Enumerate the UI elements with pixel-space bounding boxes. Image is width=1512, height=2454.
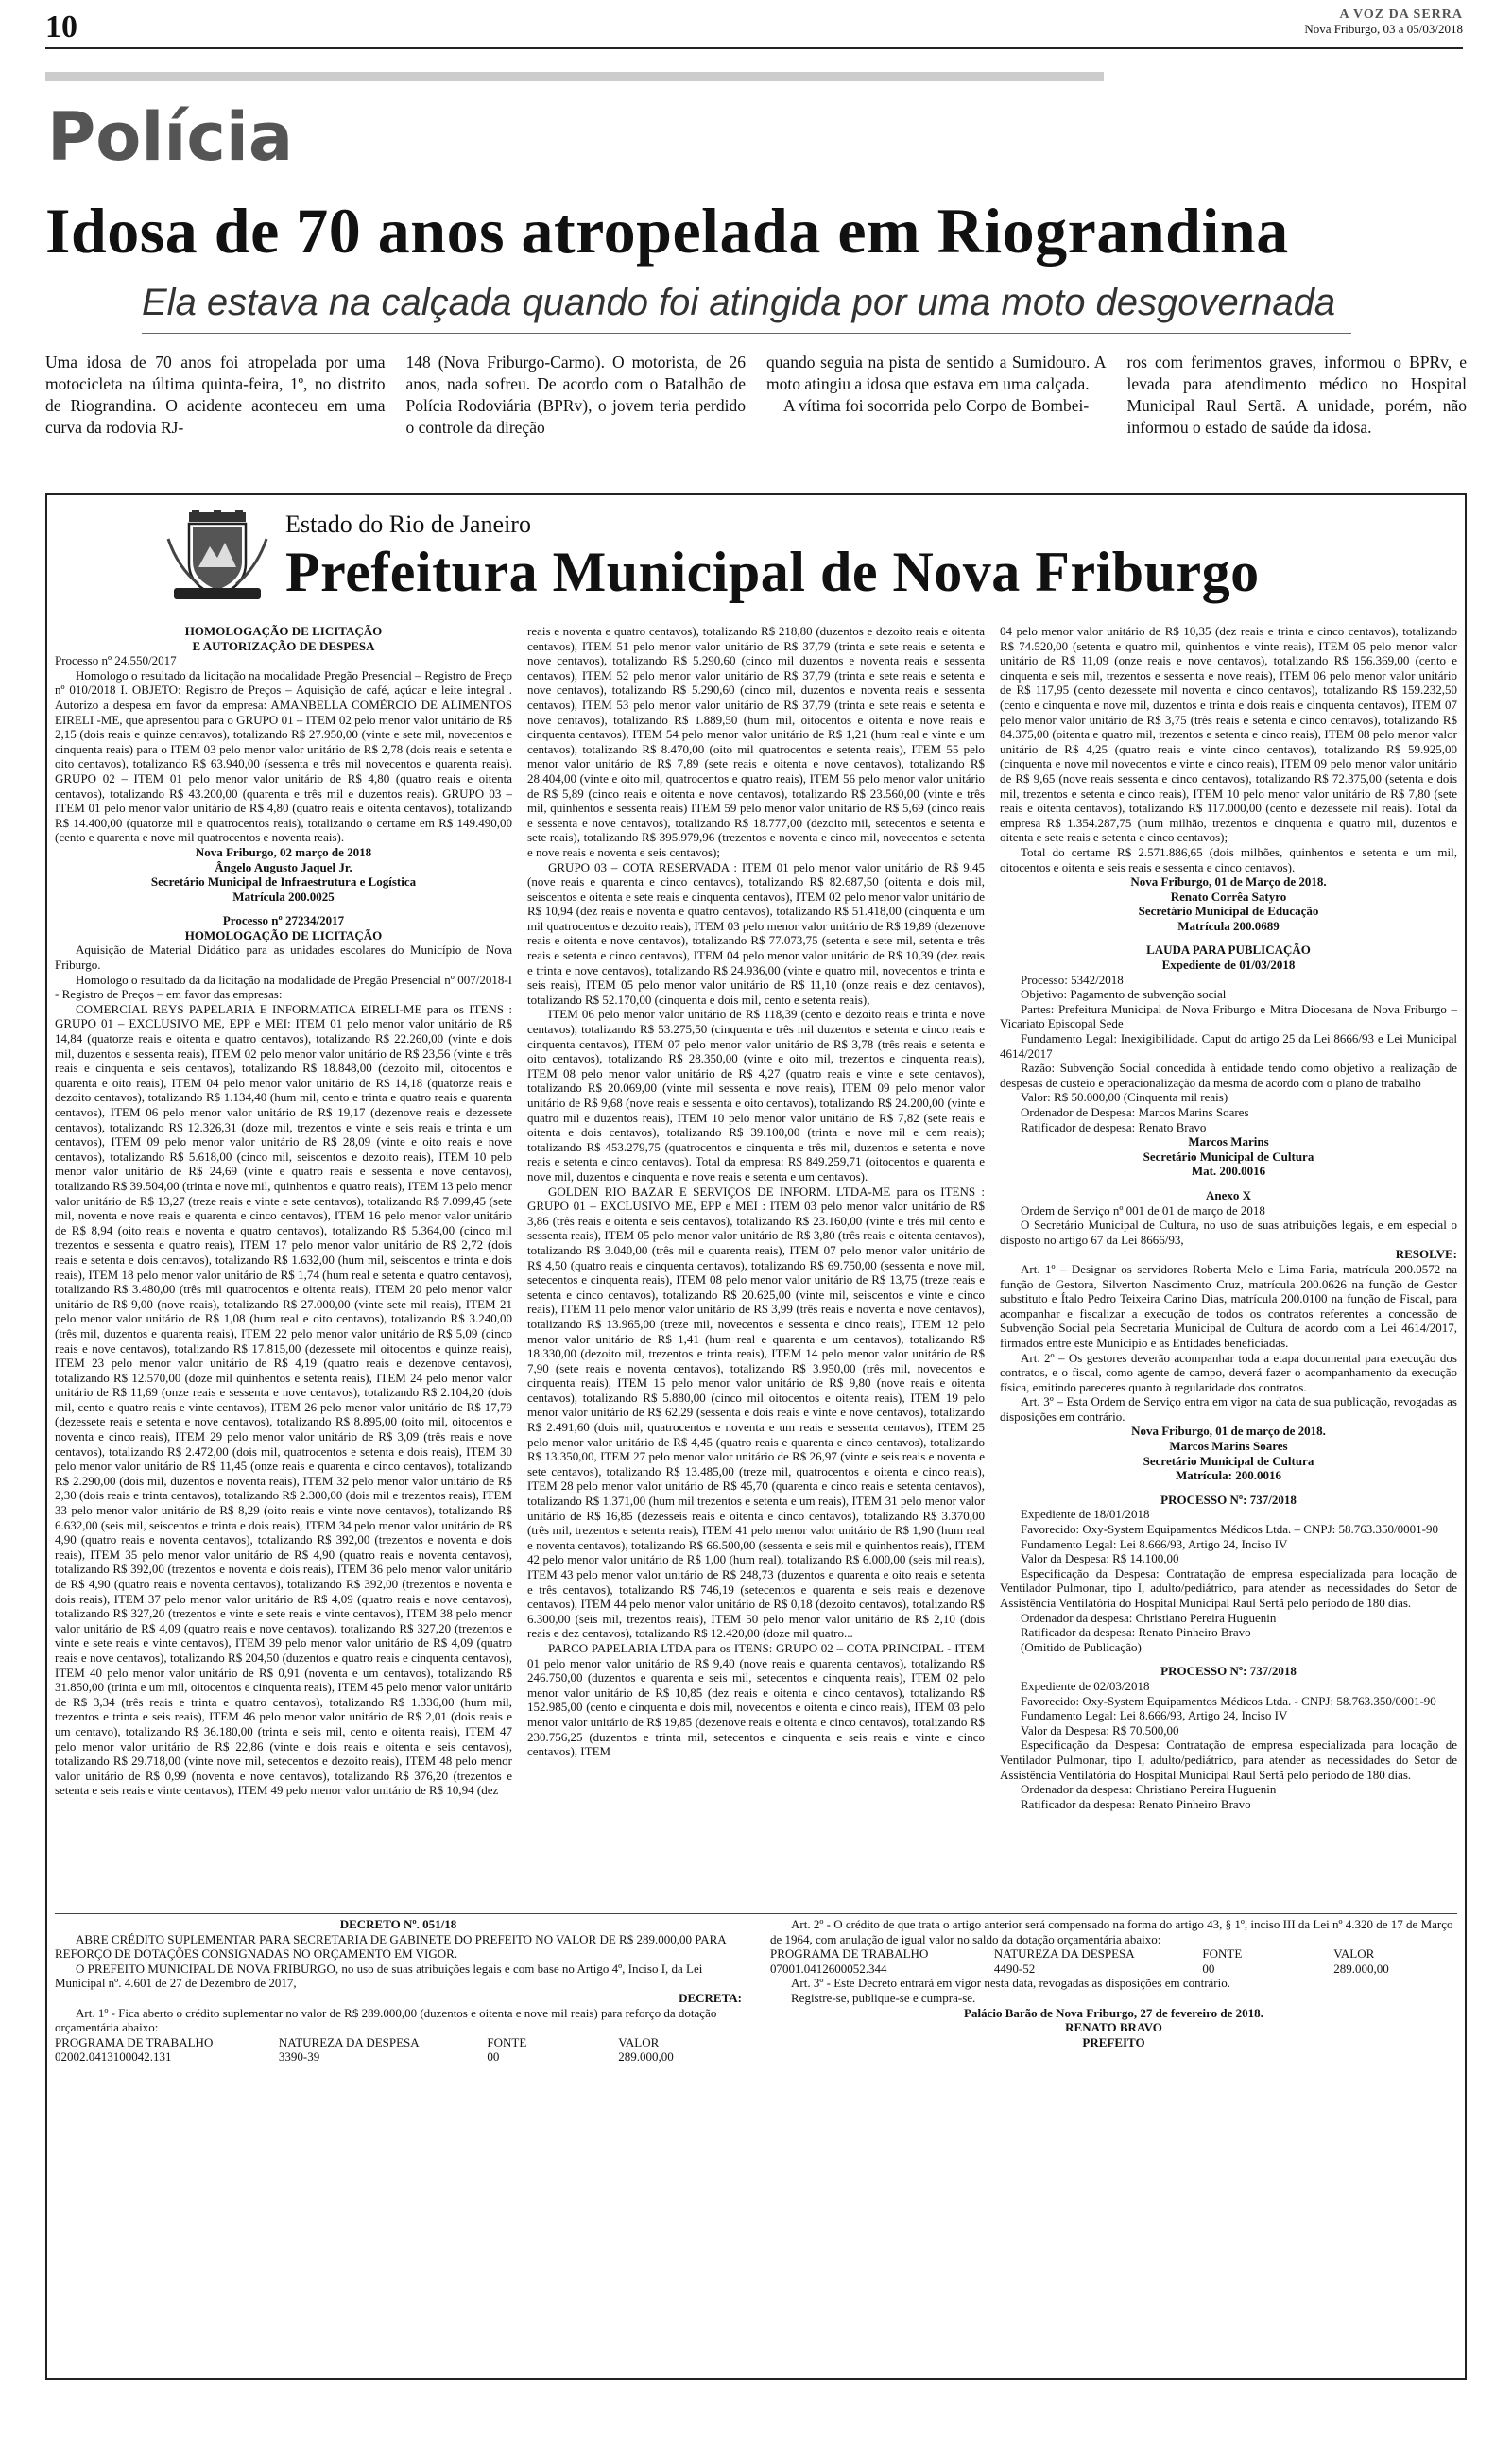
notice-paragraph: ITEM 06 pelo menor valor unitário de R$ 118,39 (cento e dezoito reais e trinta e nove centavos), totalizando R$ 53.275,50 (cinquenta e três mil duzentos e setenta e cinco reais e cinquenta centavos), ITEM 07 pelo menor valor unitário de R$ 3,78 (três reais e setenta e oito centavos), totalizando R$ 28.350,00 (vinte e oito mil, trezentos e cinquenta reais), ITEM 08 pelo menor valor unitário de R$ 4,27 (quatro reais e vinte e sete centavos), totalizando R$ 20.069,00 (vinte mil sessenta e nove reais), ITEM 09 pelo menor valor unitário de R$ 9,68 (nove reais e sessenta e oito centavos), totalizando R$ 24.200,00 (vinte e quatro mil e duzentos reais), ITEM 10 pelo menor valor unitário de R$ 7,82 (sete reais e oitenta e dois centavos), totalizando R$ 39.100,00 (trinta e nove mil e cem reais); totalizando R$ 453.279,75 (quatrocentos e cinquenta e três mil, duzentos e setenta e nove reais e setenta e cinco centavos). Total da empresa: R$ 849.259,71 (oitocentos e quarenta e nove mil, duzentos e cinquenta e nove reais e setenta e um centavos). — [527, 1007, 985, 1184]
notice-paragraph: O Secretário Municipal de Cultura, no uso de suas atribuições legais, e em especial o disposto no artigo 67 da Lei 8666/93, — [1000, 1218, 1457, 1247]
headline: Idosa de 70 anos atropelada em Riograndina — [45, 195, 1289, 267]
decreto-title: DECRETO Nº. 051/18 — [339, 1917, 457, 1931]
notice-paragraph: Ordenador da despesa: Christiano Pereira Huguenin — [1021, 1610, 1277, 1625]
notice-paragraph: 04 pelo menor valor unitário de R$ 10,35 (dez reais e trinta e cinco centavos), totalizando R$ 74.520,00 (setenta e quatro mil, quinhentos e vinte reais), ITEM 05 pelo menor valor unitário de R$ 11,09 (onze reais e nove centavos), totalizando R$ 156.369,00 (cento e cinquenta e seis mil, trezentos e sessenta e nove reais), ITEM 06 pelo menor valor unitário de R$ 117,95 (cento dezessete mil noventa e cinco centavos), totalizando R$ 159.232,50 (cento e cinquenta e nove mil, duzentos e trinta e dois reais e cinquenta centavos), ITEM 07 pelo menor valor unitário de R$ 3,75 (três reais e setenta e cinco centavos), totalizando R$ 84.375,00 (oitenta e quatro mil, trezentos e setenta e cinco reais), ITEM 08 pelo menor valor unitário de R$ 4,25 (quatro reais e vinte cinco centavos), totalizando R$ 59.925,00 (cinquenta e nove mil novecentos e vinte e cinco reais), ITEM 09 pelo menor valor unitário de R$ 9,65 (nove reais sessenta e cinco centavos), totalizando R$ 72.375,00 (setenta e dois mil, trezentos e setenta e cinco reais), ITEM 10 pelo menor valor unitário de R$ 7,80 (sete reais e oitenta centavos), totalizando R$ 117.000,00 (cento e dezessete mil reais). Total da empresa R$ 1.354.287,75 (hum milhão, trezentos e cinquenta e quatro mil, duzentos e oitenta e sete reais e setenta e cinco centavos); — [1000, 624, 1457, 845]
publication-name: A VOZ DA SERRA — [1339, 8, 1463, 22]
notice-paragraph: Especificação da Despesa: Contratação de empresa especializada para locação de Ventilador Pulmonar, tipo I, adulto/pediátrico, para atender as necessidades do Setor de Assistência Ventilatória do Hospital Municipal Raul Sertã pelo período de 180 dias. — [1000, 1737, 1457, 1782]
notice-spacer — [55, 904, 512, 913]
decreto-signer: RENATO BRAVO — [1065, 2020, 1162, 2035]
notice-heading: Nova Friburgo, 01 de Março de 2018. — [1130, 874, 1327, 890]
notice-paragraph: Partes: Prefeitura Municipal de Nova Friburgo e Mitra Diocesana de Nova Friburgo – Vicariato Episcopal Sede — [1000, 1001, 1457, 1031]
decreto-table-header-2: PROGRAMA DE TRABALHO NATUREZA DA DESPESA FONTE VALOR — [770, 1946, 1375, 1961]
notice-heading: Processo nº 27234/2017 — [222, 913, 345, 928]
notice-heading: Anexo X — [1205, 1187, 1252, 1202]
decreto-art1: Art. 1º - Fica aberto o crédito suplementar no valor de R$ 289.000,00 (duzentos e oitenta e nove mil reais) para reforço da dotação orçamentária abaixo: — [55, 2005, 717, 2035]
notice-heading: Mat. 200.0016 — [1191, 1164, 1266, 1179]
decreto-column-2 — [770, 1917, 1457, 2065]
decreto-decreta: DECRETA: — [679, 1990, 742, 2005]
notice-heading: Secretário Municipal de Cultura — [1143, 1453, 1314, 1468]
top-rule — [45, 47, 1463, 49]
notice-heading: Matrícula 200.0025 — [232, 889, 335, 904]
section-title: Polícia — [47, 98, 294, 176]
decreto-art2: Art. 2º - O crédito de que trata o artigo anterior será compensado na forma do artigo 43, § 1º, inciso III da Lei nº 4.320 de 17 de Março de 1964, com anulação de igual valor no saldo da dotação orçamentária abaixo: — [770, 1917, 1453, 1946]
article-body — [45, 352, 1467, 439]
notice-paragraph: Total do certame R$ 2.571.886,65 (dois milhões, quinhentos e setenta e um mil, oitocentos e oitenta e seis reais e sessenta e cinco centavos). — [1000, 844, 1457, 874]
date-line: Nova Friburgo, 03 a 05/03/2018 — [1304, 22, 1463, 36]
notice-paragraph: Valor da Despesa: R$ 14.100,00 — [1021, 1551, 1179, 1566]
decreto-ementa: ABRE CRÉDITO SUPLEMENTAR PARA SECRETARIA DE GABINETE DO PREFEITO NO VALOR DE R$ 289.000,00 PARA REFORÇO DE DOTAÇÕES CONSIGNADAS NO ORÇAMENTO EM VIGOR. — [55, 1931, 726, 1961]
decreto-column-1 — [55, 1917, 742, 2065]
ad-title: Prefeitura Municipal de Nova Friburgo — [285, 541, 1260, 603]
notice-spacer — [1000, 1483, 1457, 1493]
notice-paragraph: GOLDEN RIO BAZAR E SERVIÇOS DE INFORM. LTDA-ME para os ITENS : GRUPO 01 – EXCLUSIVO ME, EPP e MEI : ITEM 03 pelo menor valor unitário de R$ 3,86 (três reais e oitenta e seis centavos), totalizando R$ 23.160,00 (vinte e três mil cento e sessenta reais), ITEM 05 pelo menor valor unitário de R$ 3,80 (três reais e oitenta centavos), totalizando R$ 3.040,00 (três mil e quarenta reais), ITEM 07 pelo menor valor unitário de R$ 4,50 (quatro reais e cinquenta centavos), totalizando R$ 69.750,00 (sessenta e nove mil, setecentos e cinquenta reais), ITEM 08 pelo menor valor unitário de R$ 13,75 (treze reais e setenta e cinco centavos), totalizando R$ 20.625,00 (vinte mil, seiscentos e vinte e cinco reais), ITEM 11 pelo menor valor unitário de R$ 3,99 (três reais e noventa e nove centavos), totalizando R$ 13.965,00 (treze mil, novecentos e sessenta e cinco reais), ITEM 12 pelo menor valor unitário de R$ 1,41 (hum real e quarenta e um centavos), totalizando R$ 18.330,00 (dezoito mil, trezentos e trinta reais), ITEM 14 pelo menor valor unitário de R$ 7,90 (sete reais e noventa centavos), totalizando R$ 3.950,00 (três mil, novecentos e cinquenta reais), ITEM 15 pelo menor valor unitário de R$ 9,80 (nove reais e oitenta centavos), totalizando R$ 5.880,00 (cinco mil oitocentos e oitenta reais), ITEM 19 pelo menor valor unitário de R$ 62,29 (sessenta e dois reais e vinte e nove centavos), totalizando R$ 2.491,60 (dois mil, quatrocentos e noventa e um reais e sessenta centavos), ITEM 25 pelo menor valor unitário de R$ 4,45 (quatro reais e quarenta e cinco centavos), totalizando R$ 13.350,00, ITEM 27 pelo menor valor unitário de R$ 26,97 (vinte e seis reais e noventa e sete centavos), totalizando R$ 13.485,00 (treze mil, quatrocentos e oitenta e cinco reais), ITEM 28 pelo menor valor unitário de R$ 45,70 (quarenta e cinco reais e setenta centavos), totalizando R$ 1.371,00 (hum mil trezentos e setenta e um reais), ITEM 31 pelo menor valor unitário de R$ 16,85 (dezesseis reais e oitenta e cinco centavos), totalizando R$ 3.370,00 (três mil, trezentos e setenta reais), ITEM 41 pelo menor valor unitário de R$ 1,90 (hum real e noventa centavos), totalizando R$ 66.500,00 (sessenta e seis mil e quinhentos reais), ITEM 42 pelo menor valor unitário de R$ 1,00 (hum real), totalizando R$ 6.000,00 (seis mil reais), ITEM 43 pelo menor valor unitário de R$ 248,73 (duzentos e quarenta e oito reais e setenta e três centavos), totalizando R$ 746,19 (setecentos e quarenta e seis reais e dezenove centavos), ITEM 44 pelo menor valor unitário de R$ 0,18 (dezoito centavos), totalizando R$ 6.300,00 (seis mil, trezentos reais), ITEM 50 pelo menor valor unitário de R$ 2,10 (dois reais e dez centavos), totalizando R$ 12.420,00 (doze mil quatro... — [527, 1184, 985, 1641]
notice-paragraph: Expediente de 18/01/2018 — [1021, 1507, 1150, 1522]
notice-paragraph: (Omitido de Publicação) — [1021, 1639, 1142, 1654]
notice-paragraph: Fundamento Legal: Inexigibilidade. Caput do artigo 25 da Lei 8666/93 e Lei Municipal 4614/2017 — [1000, 1031, 1457, 1061]
notice-paragraph: Processo: 5342/2018 — [1021, 972, 1124, 987]
notice-heading: Marcos Marins — [1188, 1134, 1269, 1149]
decreto-table-row: 02002.0413100042.131 3390-39 00 289.000,00 — [55, 2049, 674, 2065]
notice-paragraph: reais e noventa e quatro centavos), totalizando R$ 218,80 (duzentos e dezoito reais e oitenta centavos), ITEM 51 pelo menor valor unitário de R$ 37,79 (trinta e sete reais e setenta e nove centavos), totalizando R$ 5.290,60 (cinco mil duzentos e noventa reais e sessenta centavos), ITEM 52 pelo menor valor unitário de R$ 37,79 (trinta e sete reais e setenta e nove centavos), totalizando R$ 5.290,60 (cinco mil, duzentos e noventa reais e sessenta centavos), ITEM 53 pelo menor valor unitário de R$ 37,79 (trinta e sete reais e setenta e nove centavos), totalizando R$ 1.889,50 (hum mil, oitocentos e oitenta e nove reais e cinquenta centavos), ITEM 54 pelo menor valor unitário de R$ 1,21 (hum real e vinte e um centavos), totalizando R$ 8.470,00 (oito mil quatrocentos e setenta reais), ITEM 55 pelo menor valor unitário de R$ 7,89 (sete reais e oitenta e nove centavos), totalizando R$ 28.404,00 (vinte e oito mil, quatrocentos e quatro reais), ITEM 56 pelo menor valor unitário de R$ 5,89 (cinco reais e oitenta e nove centavos), totalizando R$ 23.560,00 (vinte e três mil, quinhentos e sessenta reais) ITEM 59 pelo menor valor unitário de R$ 5,69 (cinco reais e sessenta e nove centavos), totalizando R$ 18.777,00 (dezoito mil, setecentos e setenta e sete reais), totalizando R$ 395.979,96 (trezentos e noventa e cinco mil, novecentos e setenta e nove reais e noventa e seis centavos); — [527, 624, 985, 859]
notice-spacer — [1000, 1179, 1457, 1188]
article-column-4: ros com ferimentos graves, informou o BPRv, e levada para atendimento médico no Hospital Municipal Raul Sertã. A unidade, porém, não informou o estado de saúde da idosa. — [1126, 353, 1467, 437]
notice-heading: Ângelo Augusto Jaquel Jr. — [215, 859, 352, 874]
notice-spacer — [1000, 1654, 1457, 1664]
decreto-art3: Art. 3º - Este Decreto entrará em vigor nesta data, revogadas as disposições em contrário. — [791, 1976, 1230, 1991]
notice-heading: HOMOLOGAÇÃO DE LICITAÇÃO — [184, 927, 383, 942]
article-column-3: quando seguia na pista de sentido a Sumidouro. A moto atingiu a idosa que estava em uma calçada. A vítima foi socorrida pelo Corpo de Bombei- — [766, 353, 1107, 415]
coat-of-arms-icon — [161, 510, 274, 605]
article-column-1: Uma idosa de 70 anos foi atropelada por uma motocicleta na última quinta-feira, 1º, no distrito de Riograndina. O acidente aconteceu em uma curva da rodovia RJ- — [45, 353, 386, 437]
decreto-preamble: O PREFEITO MUNICIPAL DE NOVA FRIBURGO, no uso de suas atribuições legais e com base no Artigo 4º, Inciso I, da Lei Municipal nº. 4.601 de 27 de Dezembro de 2017, — [55, 1961, 703, 1991]
ad-column-3 — [1000, 624, 1457, 1868]
notice-heading: Nova Friburgo, 02 março de 2018 — [195, 844, 372, 859]
notice-heading: Expediente de 01/03/2018 — [1161, 958, 1296, 973]
notice-heading: Secretário Municipal de Infraestrutura e Logística — [150, 874, 417, 890]
masthead — [1304, 8, 1463, 36]
notice-paragraph: Fundamento Legal: Lei 8.666/93, Artigo 24, Inciso IV — [1021, 1536, 1288, 1551]
notice-heading: Matrícula: 200.0016 — [1176, 1468, 1281, 1483]
ad-column-2 — [527, 624, 985, 1868]
decreto-place: Palácio Barão de Nova Friburgo, 27 de fevereiro de 2018. — [964, 2005, 1263, 2020]
subhead-rule — [142, 333, 1351, 334]
notice-heading: Secretário Municipal de Cultura — [1143, 1149, 1314, 1164]
notice-paragraph: Ordenador da despesa: Christiano Pereira Huguenin — [1021, 1782, 1277, 1797]
notice-heading: PROCESSO Nº: 737/2018 — [1160, 1492, 1297, 1507]
notice-paragraph: Especificação da Despesa: Contratação de empresa especializada para locação de Ventilador Pulmonar, tipo I, adulto/pediátrico, para atender as necessidades do Setor de Assistência Ventilatória do Hospital Municipal Raul Sertã pelo período de 180 dias. — [1000, 1565, 1457, 1610]
notice-paragraph: Ratificador da despesa: Renato Pinheiro Bravo — [1021, 1796, 1251, 1811]
notice-paragraph: Objetivo: Pagamento de subvenção social — [1021, 987, 1227, 1002]
notice-heading: LAUDA PARA PUBLICAÇÃO — [1146, 942, 1311, 958]
notice-paragraph: GRUPO 03 – COTA RESERVADA : ITEM 01 pelo menor valor unitário de R$ 9,45 (nove reais e quarenta e cinco centavos), totalizando R$ 82.687,50 (oitenta e dois mil, seiscentos e oitenta e sete reais e cinquenta centavos), ITEM 02 pelo menor valor unitário de R$ 10,94 (dez reais e noventa e quatro centavos), totalizando R$ 51.418,00 (cinquenta e um mil quatrocentos e dezoito reais), ITEM 03 pelo menor valor unitário de R$ 19,89 (dezenove reais e oitenta e nove centavos), totalizando R$ 77.073,75 (setenta e sete mil, setenta e três reais e setenta e cinco centavos), ITEM 04 pelo menor valor unitário de R$ 10,39 (dez reais e trinta e nove centavos), totalizando R$ 24.936,00 (vinte e quatro mil, novecentos e trinta e seis reais), ITEM 05 pelo menor valor unitário de R$ 11,10 (onze reais e dez centavos), totalizando R$ 52.170,00 (cinquenta e dois mil, cento e setenta reais), — [527, 859, 985, 1007]
notice-paragraph: Ordenador de Despesa: Marcos Marins Soares — [1021, 1105, 1249, 1119]
section-bar — [45, 72, 1104, 81]
notice-heading: Marcos Marins Soares — [1169, 1439, 1288, 1454]
notice-paragraph: Favorecido: Oxy-System Equipamentos Médicos Ltda. - CNPJ: 58.763.350/0001-90 — [1021, 1693, 1436, 1708]
ad-kicker: Estado do Rio de Janeiro — [285, 510, 531, 538]
decreto-block — [55, 1917, 1457, 2065]
notice-paragraph: Expediente de 02/03/2018 — [1021, 1678, 1150, 1693]
notice-heading: Matrícula 200.0689 — [1177, 918, 1280, 933]
decreto-signer-title: PREFEITO — [1082, 2034, 1145, 2049]
notice-heading: PROCESSO Nº: 737/2018 — [1160, 1664, 1297, 1679]
notice-paragraph: Art. 3º – Esta Ordem de Serviço entra em vigor na data de sua publicação, revogadas as disposições em contrário. — [1000, 1394, 1457, 1424]
notice-paragraph: Aquisição de Material Didático para as unidades escolares do Município de Nova Friburgo. — [55, 942, 512, 973]
notice-heading: HOMOLOGAÇÃO DE LICITAÇÃO — [184, 624, 383, 638]
notice-heading: Renato Corrêa Satyro — [1170, 889, 1287, 904]
ad-column-1 — [55, 624, 512, 1868]
notice-spacer — [1000, 933, 1457, 942]
notice-paragraph: Art. 1º – Designar os servidores Roberta Melo e Lima Faria, matrícula 200.0572 na função de Gestora, Silverton Nascimento Cruz, matrícula 200.0626 na função de Gestor substituto e Ítalo Pedro Teixeira Carino Dias, matrícula 200.0100 na função de Fiscal, para acompanhar e fiscalizar a execução de todos os contratos referentes a concessão de Subvenção Social pela Secretaria Municipal de Cultura de acordo com a Lei 4614/2017, firmados entre este Município e as Entidades beneficiadas. — [1000, 1261, 1457, 1350]
page-number: 10 — [45, 9, 77, 44]
notice-heading: Secretário Municipal de Educação — [1138, 904, 1319, 919]
notice-paragraph: Valor: R$ 50.000,00 (Cinquenta mil reais) — [1021, 1090, 1228, 1105]
notice-paragraph: Art. 2º – Os gestores deverão acompanhar toda a etapa documental para execução dos contratos, e o fiscal, como agente de campo, deverá fazer o acompanhamento da execução física, emitindo pareceres quanto à regularidade dos contratos. — [1000, 1350, 1457, 1394]
notice-paragraph: Ratificador da despesa: Renato Pinheiro Bravo — [1021, 1625, 1251, 1640]
notice-paragraph: Valor da Despesa: R$ 70.500,00 — [1021, 1722, 1179, 1737]
notice-paragraph: RESOLVE: — [1395, 1247, 1457, 1262]
notice-paragraph: Fundamento Legal: Lei 8.666/93, Artigo 24, Inciso IV — [1021, 1708, 1288, 1723]
notice-paragraph: PARCO PAPELARIA LTDA para os ITENS: GRUPO 02 – COTA PRINCIPAL - ITEM 01 pelo menor valor unitário de R$ 9,40 (nove reais e quarenta centavos), totalizando R$ 246.750,00 (duzentos e quarenta e seis mil, setecentos e cinquenta reais), ITEM 02 pelo menor valor unitário de R$ 10,85 (dez reais e oitenta e cinco centavos), totalizando R$ 152.985,00 (cento e cinquenta e dois mil, novecentos e oitenta e cinco reais), ITEM 03 pelo menor valor unitário de R$ 19,85 (dezenove reais e oitenta e cinco centavos), totalizando R$ 230.756,25 (duzentos e trinta mil, setecentos e cinquenta e seis reais e vinte e cinco centavos), ITEM — [527, 1640, 985, 1759]
decreto-closing: Registre-se, publique-se e cumpra-se. — [791, 1990, 976, 2005]
notice-paragraph: Favorecido: Oxy-System Equipamentos Médicos Ltda. – CNPJ: 58.763.350/0001-90 — [1021, 1522, 1438, 1537]
decreto-divider — [55, 1913, 1457, 1914]
notice-paragraph: Homologo o resultado da da licitação na modalidade de Pregão Presencial nº 007/2018-I - Registro de Preços – em favor das empresas: — [55, 972, 512, 1002]
decreto-table-header: PROGRAMA DE TRABALHO NATUREZA DA DESPESA FONTE VALOR — [55, 2034, 660, 2049]
notice-paragraph: COMERCIAL REYS PAPELARIA E INFORMATICA EIRELI-ME para os ITENS : GRUPO 01 – EXCLUSIVO ME, EPP e MEI: ITEM 01 pelo menor valor unitário de R$ 14,84 (quatorze reais e oitenta e quatro centavos), totalizando R$ 22.260,00 (vinte e dois mil, duzentos e sessenta reais), ITEM 02 pelo menor valor unitário de R$ 23,56 (vinte e três reais e cinquenta e seis centavos), totalizando R$ 18.848,00 (dezoito mil, oitocentos e quarenta e oito reais), ITEM 04 pelo menor valor unitário de R$ 14,18 (quatorze reais e dezoito centavos), totalizando R$ 1.134,40 (hum mil, cento e trinta e quatro reais e quarenta centavos), ITEM 06 pelo menor valor unitário de R$ 19,17 (dezenove reais e dezessete centavos), totalizando R$ 12.326,31 (doze mil, trezentos e vinte e seis reais e trinta e um centavos), ITEM 09 pelo menor valor unitário de R$ 28,09 (vinte e oito reais e nove centavos), totalizando R$ 5.618,00 (cinco mil, seiscentos e dezoito reais), ITEM 10 pelo menor valor unitário de R$ 24,69 (vinte e quatro reais e sessenta e nove centavos), totalizando R$ 39.504,00 (trinta e nove mil, quinhentos e quatro reais), ITEM 13 pelo menor valor unitário de R$ 13,27 (treze reais e vinte e sete centavos), totalizando R$ 7.099,45 (sete mil, noventa e nove reais e quarenta e cinco centavos), ITEM 16 pelo menor valor unitário de R$ 8,94 (oito reais e noventa e quatro centavos), totalizando R$ 5.364,00 (cinco mil trezentos e sessenta e quatro reais), ITEM 17 pelo menor valor unitário de R$ 2,72 (dois reais e setenta e dois centavos), totalizando R$ 1.632,00 (hum mil, seiscentos e trinta e dois reais), ITEM 18 pelo menor valor unitário de R$ 1,74 (hum real e setenta e quatro centavos), totalizando R$ 3.480,00 (três mil quatrocentos e oitenta reais), ITEM 20 pelo menor valor unitário de R$ 9,00 (nove reais), totalizando R$ 27.000,00 (vinte sete mil reais), ITEM 21 pelo menor valor unitário de R$ 1,08 (hum real e oito centavos), totalizando R$ 3.240,00 (três mil, duzentos e quarenta reais), ITEM 22 pelo menor valor unitário de R$ 5,09 (cinco reais e nove centavos), totalizando R$ 17.815,00 (dezessete mil oitocentos e quinze reais), ITEM 23 pelo menor valor unitário de R$ 4,19 (quatro reais e dezenove centavos), totalizando R$ 12.570,00 (doze mil quinhentos e setenta reais), ITEM 24 pelo menor valor unitário de R$ 11,69 (onze reais e sessenta e nove centavos), totalizando R$ 2.104,20 (dois mil, cento e quatro reais e vinte centavos), ITEM 26 pelo menor valor unitário de R$ 17,79 (dezessete reais e setenta e nove centavos), totalizando R$ 8.895,00 (oito mil, oitocentos e noventa e cinco reais), ITEM 29 pelo menor valor unitário de R$ 3,09 (três reais e nove centavos), totalizando R$ 2.472,00 (dois mil, quatrocentos e setenta e dois reais), ITEM 30 pelo menor valor unitário de R$ 11,45 (onze reais e quarenta e cinco centavos), totalizando R$ 2.290,00 (dois mil, duzentos e noventa reais), ITEM 32 pelo menor valor unitário de R$ 2,30 (dois reais e trinta centavos), totalizando R$ 2.300,00 (dois mil e trezentos reais), ITEM 33 pelo menor valor unitário de R$ 8,29 (oito reais e vinte nove centavos), totalizando R$ 6.632,00 (seis mil, seiscentos e trinta e dois reais), ITEM 34 pelo menor valor unitário de R$ 4,90 (quatro reais e noventa centavos), totalizando R$ 392,00 (trezentos e noventa e dois reais), ITEM 35 pelo menor valor unitário de R$ 4,90 (quatro reais e noventa centavos), totalizando R$ 392,00 (trezentos e noventa e dois reais), ITEM 36 pelo menor valor unitário de R$ 4,90 (quatro reais e noventa centavos), totalizando R$ 392,00 (trezentos e noventa e dois reais), ITEM 37 pelo menor valor unitário de R$ 4,09 (quatro reais e nove centavos), totalizando R$ 327,20 (trezentos e vinte e sete reais e vinte centavos), ITEM 38 pelo menor valor unitário de R$ 4,09 (quatro reais e nove centavos), totalizando R$ 327,20 (trezentos e vinte e sete reais e vinte centavos), ITEM 39 pelo menor valor unitário de R$ 4,09 (quatro reais e nove centavos), totalizando R$ 204,50 (duzentos e quatro reais e cinquenta centavos), ITEM 40 pelo menor valor unitário de R$ 0,91 (noventa e um centavos), totalizando R$ 31.850,00 (trinta e um mil, oitocentos e cinquenta reais), ITEM 45 pelo menor valor unitário de R$ 3,34 (três reais e trinta e quatro centavos), totalizando R$ 1.336,00 (hum mil, trezentos e trinta e seis reais), ITEM 46 pelo menor valor unitário de R$ 2,01 (dois reais e um centavo), totalizando R$ 36.180,00 (trinta e seis mil, cento e oitenta reais), ITEM 47 pelo menor valor unitário de R$ 22,86 (vinte e dois reais e oitenta e seis centavos), totalizando R$ 29.718,00 (vinte nove mil, setecentos e dezoito reais), ITEM 48 pelo menor valor unitário de R$ 0,99 (noventa e nove centavos), totalizando R$ 376,20 (trezentos e setenta e seis reais e vinte centavos), ITEM 49 pelo menor valor unitário de R$ 10,94 (dez — [55, 1001, 512, 1798]
ad-columns — [55, 624, 1457, 1868]
notice-paragraph: Razão: Subvenção Social concedida à entidade tendo como objetivo a realização de despesas de custeio e operacionalização da mesma de acordo com o plano de trabalho — [1000, 1061, 1457, 1090]
notice-paragraph: Processo nº 24.550/2017 — [55, 653, 177, 668]
notice-paragraph: Homologo o resultado da licitação na modalidade Pregão Presencial – Registro de Preço nº 010/2018 I. OBJETO: Registro de Preços – Aquisição de café, açúcar e leite integral . Autorizo a despesa em favor da empresa: AMANBELLA COMÉRCIO DE ALIMENTOS EIRELI -ME, que apresentou para o GRUPO 01 – ITEM 02 pelo menor valor unitário de R$ 2,15 (dois reais e quinze centavos), totalizando R$ 27.950,00 (vinte e sete mil, novecentos e cinquenta reais) para o ITEM 03 pelo menor valor unitário de R$ 2,78 (dois reais e setenta e oito centavos), totalizando R$ 63.940,00 (sessenta e três mil novecentos e quarenta reais). GRUPO 02 – ITEM 01 pelo menor valor unitário de R$ 4,80 (quatro reais e oitenta centavos), totalizando R$ 43.200,00 (quarenta e três mil e duzentos reais). GRUPO 03 – ITEM 01 pelo menor valor unitário de R$ 4,80 (quatro reais e oitenta centavos), totalizando R$ 14.400,00 (quatorze mil e quatrocentos reais), totalizando o certame em R$ 149.490,00 (cento e quarenta e nove mil quatrocentos e noventa reais). — [55, 667, 512, 845]
notice-paragraph: Ratificador de despesa: Renato Bravo — [1021, 1119, 1207, 1134]
notice-heading: E AUTORIZAÇÃO DE DESPESA — [192, 638, 375, 653]
notice-heading: Nova Friburgo, 01 de março de 2018. — [1131, 1424, 1326, 1439]
decreto-table-row-2: 07001.0412600052.344 4490-52 00 289.000,00 — [770, 1961, 1389, 1976]
article-column-2: 148 (Nova Friburgo-Carmo). O motorista, de 26 anos, nada sofreu. De acordo com o Batalhão de Polícia Rodoviária (BPRv), o jovem teria perdido o controle da direção — [405, 353, 746, 437]
subhead: Ela estava na calçada quando foi atingida por uma moto desgovernada — [142, 282, 1336, 323]
notice-paragraph: Ordem de Serviço nº 001 de 01 de março de 2018 — [1021, 1202, 1265, 1218]
